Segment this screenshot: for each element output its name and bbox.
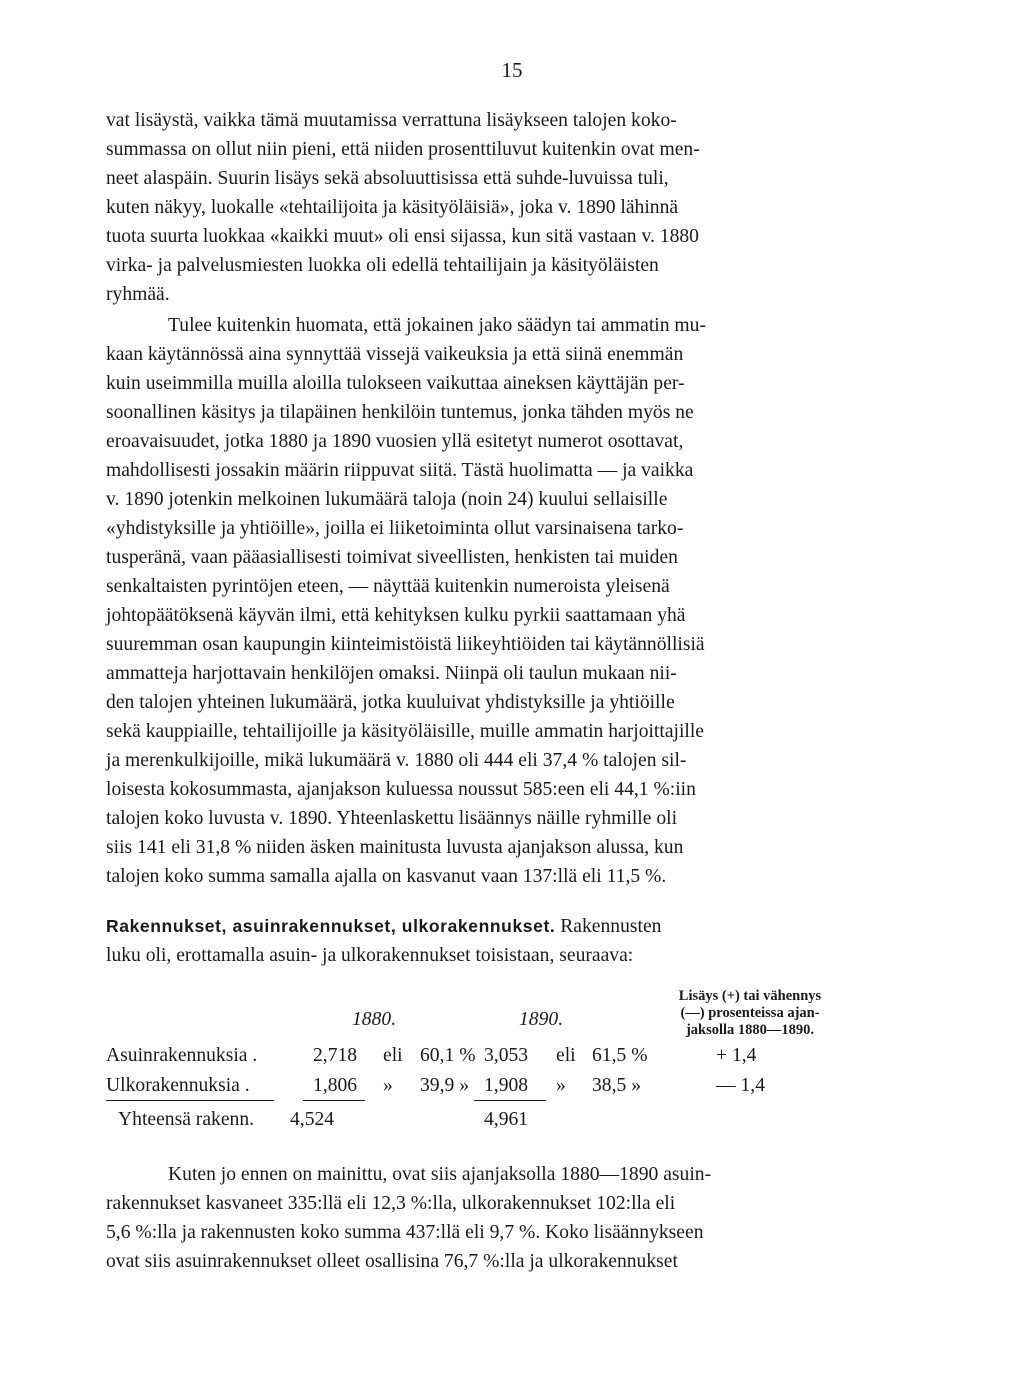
total-1880: 4,524 — [290, 1109, 335, 1130]
paragraph-4 — [106, 1160, 858, 1276]
page-number: 15 — [501, 58, 523, 82]
text-line: virka- ja palvelusmiesten luokka oli edellä tehtailijain ja käsityöläisten — [106, 255, 659, 276]
text-line: ovat siis asuinrakennukset olleet osallisina 76,7 %:lla ja ulkorakennukset — [106, 1251, 678, 1272]
paragraph-2 — [106, 311, 858, 891]
cell-1890-count: 3,053 — [484, 1045, 529, 1066]
row-label: Asuinrakennuksia . — [106, 1045, 258, 1066]
text-line: ammatteja harjottavain henkilöjen omaksi. Niinpä oli taulun mukaan nii- — [106, 663, 677, 684]
section-heading: Rakennukset, asuinrakennukset, ulkorakennukset. — [106, 916, 556, 936]
text-line: soonallinen käsitys ja tilapäinen henkilöin tuntemus, jonka tähden myös ne — [106, 402, 694, 423]
column-header-1880: 1880. — [352, 1009, 397, 1030]
text-line: 5,6 %:lla ja rakennusten koko summa 437:llä eli 9,7 %. Koko lisäännykseen — [106, 1222, 704, 1243]
text-line: Tulee kuitenkin huomata, että jokainen jako säädyn tai ammatin mu- — [168, 315, 706, 336]
section-intro — [106, 912, 858, 970]
text-line: senkaltaisten pyrintöjen eteen, — näyttää kuitenkin numeroista yleisenä — [106, 576, 670, 597]
cell-change: — 1,4 — [716, 1075, 765, 1096]
paragraph-1 — [106, 106, 858, 309]
cell-1880-prefix: eli — [383, 1045, 403, 1066]
text-line: johtopäätöksenä käyvän ilmi, että kehityksen kulku pyrkii saattamaan yhä — [106, 605, 686, 626]
text-line: suuremman osan kaupungin kiinteimistöistä liikeyhtiöiden tai käytännöllisiä — [106, 634, 705, 655]
section-heading-line — [106, 912, 858, 941]
cell-1890-percent: 61,5 % — [592, 1045, 648, 1066]
total-label: Yhteensä rakenn. — [118, 1109, 255, 1130]
text-line: tuota suurta luokkaa «kaikki muut» oli ensi sijassa, kun sitä vastaan v. 1880 — [106, 226, 699, 247]
change-header-line: Lisäys (+) tai vähennys — [678, 988, 822, 1004]
cell-1880-prefix: » — [383, 1075, 393, 1096]
text-line: «yhdistyksille ja yhtiöille», joilla ei liiketoiminta ollut varsinaisena tarko- — [106, 518, 684, 539]
text-line: neet alaspäin. Suurin lisäys sekä absoluuttisissa että suhde-luvuissa tuli, — [106, 168, 669, 189]
change-header-line: jaksolla 1880—1890. — [685, 1022, 815, 1038]
change-column-header — [606, 988, 894, 1039]
text-line: eroavaisuudet, jotka 1880 ja 1890 vuosien yllä esitetyt numerot osottavat, — [106, 431, 684, 452]
total-1890: 4,961 — [484, 1109, 529, 1130]
text-line: kuin useimmilla muilla aloilla tulokseen vaikuttaa aineksen käyttäjän per- — [106, 373, 685, 394]
text-line: luku oli, erottamalla asuin- ja ulkorakennukset toisistaan, seuraava: — [106, 945, 634, 966]
text-line: rakennukset kasvaneet 335:llä eli 12,3 %:lla, ulkorakennukset 102:lla eli — [106, 1193, 676, 1214]
change-header-line: (—) prosenteissa ajan- — [680, 1005, 820, 1021]
text-line: Kuten jo ennen on mainittu, ovat siis ajanjaksolla 1880—1890 asuin- — [168, 1164, 712, 1185]
table-rule — [106, 1100, 274, 1101]
text-line: sekä kauppiaille, tehtailijoille ja käsityöläisille, muille ammatin harjoittajille — [106, 721, 704, 742]
text-line: ryhmää. — [106, 284, 170, 305]
column-header-1890: 1890. — [519, 1009, 564, 1030]
cell-1890-prefix: eli — [556, 1045, 576, 1066]
text-line: kuten näkyy, luokalle «tehtailijoita ja käsityöläisiä», joka v. 1890 lähinnä — [106, 197, 679, 218]
text-line: ja merenkulkijoille, mikä lukumäärä v. 1880 oli 444 eli 37,4 % talojen sil- — [106, 750, 687, 771]
text-line: den talojen yhteinen lukumäärä, jotka kuuluivat yhdistyksille ja yhtiöille — [106, 692, 675, 713]
table-rule — [474, 1100, 546, 1101]
text-line: talojen koko luvusta v. 1890. Yhteenlaskettu lisäännys näille ryhmille oli — [106, 808, 678, 829]
text-line: loisesta kokosummasta, ajanjakson kuluessa noussut 585:een eli 44,1 %:iin — [106, 779, 696, 800]
cell-1890-percent: 38,5 » — [592, 1075, 641, 1096]
cell-1880-percent: 60,1 % — [420, 1045, 476, 1066]
cell-1890-prefix: » — [556, 1075, 566, 1096]
text-line: mahdollisesti jossakin määrin riippuvat siitä. Tästä huolimatta — ja vaikka — [106, 460, 694, 481]
cell-change: + 1,4 — [716, 1045, 757, 1066]
text-line: vat lisäystä, vaikka tämä muutamissa verrattuna lisäykseen talojen koko- — [106, 110, 677, 131]
cell-1880-percent: 39,9 » — [420, 1075, 469, 1096]
cell-1880-count: 1,806 — [313, 1075, 358, 1096]
cell-1880-count: 2,718 — [313, 1045, 358, 1066]
table-rule — [303, 1100, 365, 1101]
text-line: summassa on ollut niin pieni, että niiden prosenttiluvut kuitenkin ovat men- — [106, 139, 700, 160]
cell-1890-count: 1,908 — [484, 1075, 529, 1096]
text-line: siis 141 eli 31,8 % niiden äsken mainitusta luvusta ajanjakson alussa, kun — [106, 837, 684, 858]
text-line: talojen koko summa samalla ajalla on kasvanut vaan 137:llä eli 11,5 %. — [106, 866, 667, 887]
row-label: Ulkorakennuksia . — [106, 1075, 250, 1096]
section-heading-continuation: Rakennusten — [560, 916, 662, 937]
text-line: v. 1890 jotenkin melkoinen lukumäärä taloja (noin 24) kuului sellaisille — [106, 489, 668, 510]
text-line: kaan käytännössä aina synnyttää vissejä vaikeuksia ja että siinä enemmän — [106, 344, 684, 365]
text-line: tusperänä, vaan pääasiallisesti toimivat siveellisten, henkisten tai muiden — [106, 547, 678, 568]
